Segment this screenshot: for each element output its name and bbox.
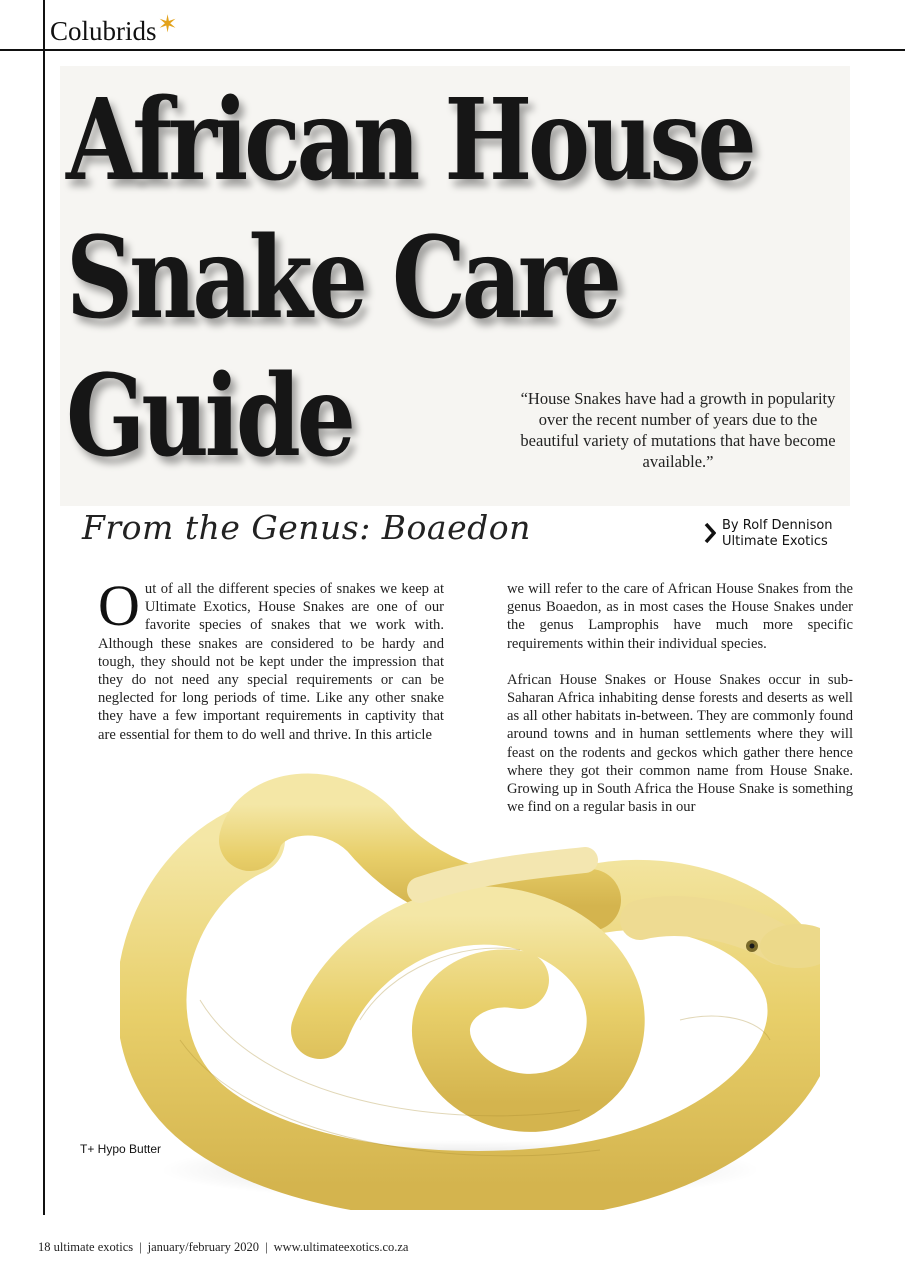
page-footer: 18 ultimate exotics | january/february 2020 | www.ultimateexotics.co.za (38, 1240, 409, 1254)
body-paragraph: ut of all the different species of snakes we keep at Ultimate Exotics, House Snakes are one of our favorite species of snakes that we work with. Although these snakes are considered to be hardy and tough, they should not be kept under the impression that they do not need any special requirements or can be neglected for long periods of time. Like any other snake they have a few important requirements in captivity that are essential for them to do well and thrive. In this article (98, 581, 444, 743)
byline (704, 518, 833, 550)
body-column-1 (98, 573, 444, 744)
pull-quote: “House Snakes have had a growth in popularity over the recent number of years due to the beautiful variety of mutations that have become available.” (520, 389, 836, 471)
snake-photo (120, 770, 820, 1210)
page-number: 18 ultimate exotics (38, 1240, 134, 1254)
body-paragraph: African House Snakes or House Snakes occur in sub-Saharan Africa inhabiting dense forests and deserts as well as all other habitats in-between. They are commonly found around towns and in human settlements where they will feast on the rodents and geckos which gather there hence where they got their common name from House Snake. Growing up in South Africa the House Snake is something we find on a regular basis in our (507, 671, 853, 816)
margin-rule-vertical (43, 0, 45, 1215)
drop-cap: O (98, 573, 140, 638)
author-organization: Ultimate Exotics (722, 534, 828, 549)
author-name: By Rolf Dennison (722, 518, 833, 533)
section-header (50, 12, 178, 46)
image-caption: T+ Hypo Butter (80, 1142, 162, 1156)
star-icon: ✶ (157, 12, 178, 38)
body-paragraph: we will refer to the care of African House Snakes from the genus Boaedon, as in most cases the House Snakes under the genus Lamprophis have much more specific requirements within their individual species. (507, 581, 853, 652)
article-title: African House Snake Care Guide (66, 75, 753, 482)
website-link[interactable]: www.ultimateexotics.co.za (273, 1240, 409, 1254)
article-subtitle: From the Genus: Boaedon (82, 508, 531, 547)
header-rule (0, 49, 905, 51)
issue-date: january/february 2020 (147, 1240, 260, 1254)
section-label: Colubrids (50, 16, 157, 46)
chevron-right-icon (704, 522, 716, 544)
